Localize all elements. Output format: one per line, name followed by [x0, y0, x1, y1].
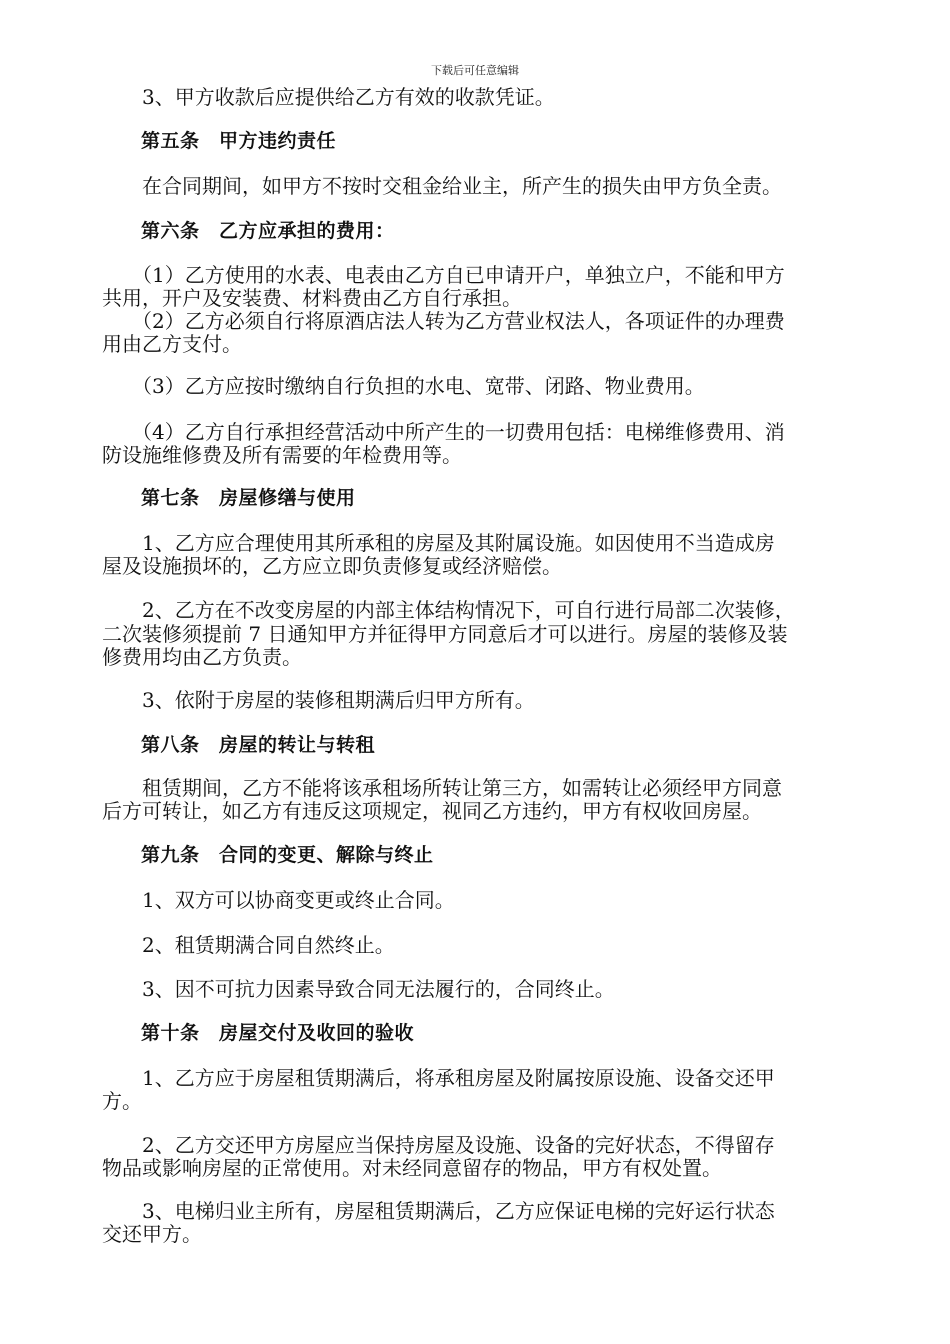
article-7-heading: 第七条 房屋修缮与使用 — [102, 487, 356, 509]
article-6-heading: 第六条 乙方应承担的费用： — [102, 220, 395, 242]
page-header: 下载后可任意编辑 — [431, 64, 519, 77]
article-6-item-2-line-1: （2）乙方必须自行将原酒店法人转为乙方营业权法人，各项证件的办理费 — [102, 309, 785, 333]
article-6-item-4-line-1: （4）乙方自行承担经营活动中所产生的一切费用包括：电梯维修费用、消 — [102, 420, 785, 444]
article-7-item-2-line-1: 2、乙方在不改变房屋的内部主体结构情况下，可自行进行局部二次装修， — [102, 598, 795, 622]
article-6-item-1-line-2: 共用，开户及安装费、材料费由乙方自行承担。 — [102, 286, 522, 310]
article-7-item-3: 3、依附于房屋的装修租期满后归甲方所有。 — [102, 688, 535, 712]
article-9-heading: 第九条 合同的变更、解除与终止 — [102, 844, 434, 866]
clause-4-item-3: 3、甲方收款后应提供给乙方有效的收款凭证。 — [102, 85, 555, 109]
article-7-item-2-line-2: 二次装修须提前 7 日通知甲方并征得甲方同意后才可以进行。房屋的装修及装 — [102, 622, 788, 646]
article-7-item-2-line-3: 修费用均由乙方负责。 — [102, 645, 302, 669]
article-10-item-2-line-1: 2、乙方交还甲方房屋应当保持房屋及设施、设备的完好状态，不得留存 — [102, 1133, 775, 1157]
article-10-item-1-line-2: 方。 — [102, 1089, 142, 1113]
article-10-heading: 第十条 房屋交付及收回的验收 — [102, 1022, 415, 1044]
article-6-item-2-line-2: 用由乙方支付。 — [102, 332, 242, 356]
article-10-item-3-line-2: 交还甲方。 — [102, 1222, 202, 1246]
article-6-item-1-line-1: （1）乙方使用的水表、电表由乙方自已申请开户，单独立户，不能和甲方 — [102, 263, 785, 287]
article-8-text-line-2: 后方可转让，如乙方有违反这项规定，视同乙方违约，甲方有权收回房屋。 — [102, 799, 762, 823]
article-10-item-2-line-2: 物品或影响房屋的正常使用。对未经同意留存的物品，甲方有权处置。 — [102, 1156, 722, 1180]
article-7-item-1-line-2: 屋及设施损坏的，乙方应立即负责修复或经济赔偿。 — [102, 554, 562, 578]
article-9-item-2: 2、租赁期满合同自然终止。 — [102, 933, 395, 957]
article-7-item-1-line-1: 1、乙方应合理使用其所承租的房屋及其附属设施。如因使用不当造成房 — [102, 531, 775, 555]
article-8-heading: 第八条 房屋的转让与转租 — [102, 734, 376, 756]
article-9-item-1: 1、双方可以协商变更或终止合同。 — [102, 888, 455, 912]
article-5-text: 在合同期间，如甲方不按时交租金给业主，所产生的损失由甲方负全责。 — [102, 174, 782, 198]
article-9-item-3: 3、因不可抗力因素导致合同无法履行的，合同终止。 — [102, 977, 615, 1001]
article-10-item-3-line-1: 3、电梯归业主所有，房屋租赁期满后，乙方应保证电梯的完好运行状态 — [102, 1199, 775, 1223]
article-6-item-4-line-2: 防设施维修费及所有需要的年检费用等。 — [102, 443, 462, 467]
article-5-heading: 第五条 甲方违约责任 — [102, 130, 337, 152]
article-10-item-1-line-1: 1、乙方应于房屋租赁期满后，将承租房屋及附属按原设施、设备交还甲 — [102, 1066, 775, 1090]
article-8-text-line-1: 租赁期间，乙方不能将该承租场所转让第三方，如需转让必须经甲方同意 — [102, 776, 782, 800]
article-6-item-3: （3）乙方应按时缴纳自行负担的水电、宽带、闭路、物业费用。 — [102, 374, 705, 398]
